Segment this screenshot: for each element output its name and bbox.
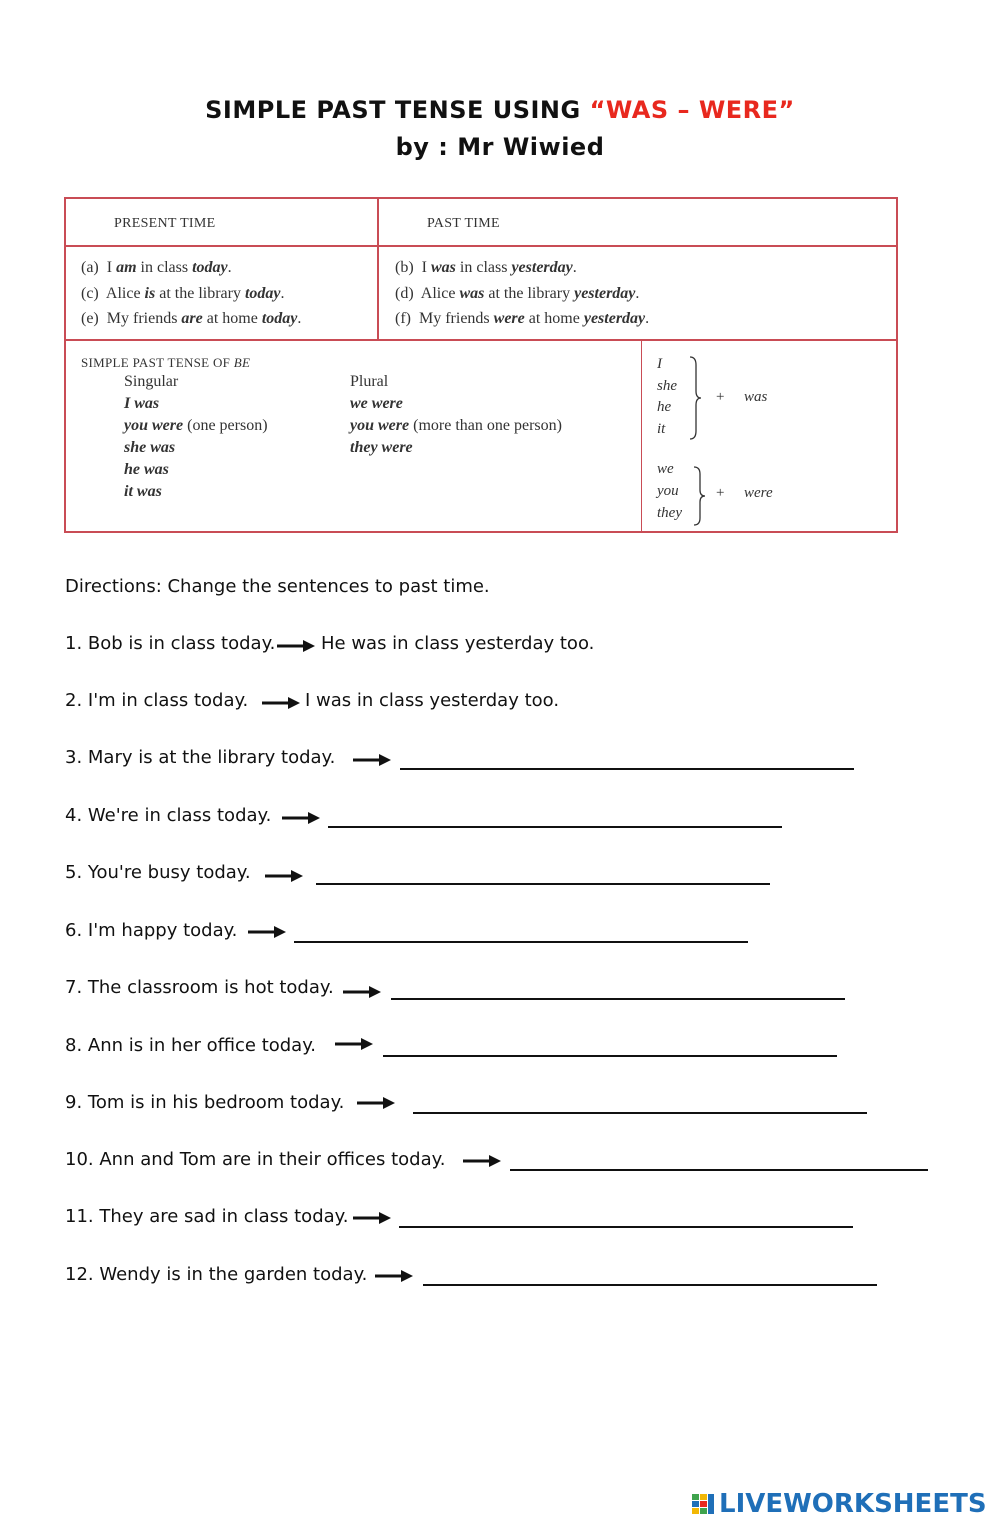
was-pronoun: it [657,421,666,437]
arrow-right-icon [353,752,393,768]
was-pronoun: I [657,356,662,372]
was-pronoun: he [657,399,672,415]
answer-blank[interactable] [399,1226,853,1228]
plural-form: we were [350,395,403,412]
answer-blank[interactable] [316,883,770,885]
answer-blank[interactable] [391,998,845,1000]
author-byline: by : Mr Wiwied [395,133,605,161]
plural-header: Plural [350,373,389,390]
table-header [66,199,896,247]
exercise-prompt: 7. The classroom is hot today. [65,977,334,998]
past-time-header: PAST TIME [427,216,500,231]
plus-sign: + [716,389,725,405]
past-example: (b) I was in class yesterday. [395,259,577,276]
was-label: was [744,389,768,405]
answer-blank[interactable] [328,826,782,828]
exercise-prompt: 6. I'm happy today. [65,920,238,941]
arrow-right-icon [343,984,383,1000]
section-title: SIMPLE PAST TENSE OF BE [81,355,251,370]
present-example: (c) Alice is at the library today. [81,285,285,302]
singular-form: I was [124,395,160,412]
plural-form: they were [350,439,413,456]
answer-blank[interactable] [400,768,854,770]
singular-form: you were (one person) [124,417,268,434]
arrow-right-icon [463,1153,503,1169]
present-example: (e) My friends are at home today. [81,310,302,327]
page-title [0,96,1000,124]
exercise-prompt: 8. Ann is in her office today. [65,1035,317,1056]
were-pronoun: we [657,461,674,477]
exercise-prompt: 2. I'm in class today. [65,690,249,711]
arrow-right-icon [282,810,322,826]
arrow-right-icon [357,1095,397,1111]
exercise-prompt: 5. You're busy today. [65,862,251,883]
was-brace [688,355,702,441]
past-example: (d) Alice was at the library yesterday. [395,285,640,302]
present-example: (a) I am in class today. [81,259,232,276]
answer-blank[interactable] [413,1112,867,1114]
singular-form: he was [124,461,169,478]
exercise-prompt: 10. Ann and Tom are in their offices today. [65,1149,446,1170]
exercise-answer: He was in class yesterday too. [321,633,595,654]
liveworksheets-logo-icon [692,1492,716,1516]
exercise-prompt: 9. Tom is in his bedroom today. [65,1092,345,1113]
arrow-right-icon [248,924,288,940]
singular-form: she was [124,439,176,456]
were-pronoun: they [657,505,682,521]
exercise-prompt: 4. We're in class today. [65,805,272,826]
singular-header: Singular [124,373,179,390]
was-pronoun: she [657,378,677,394]
answer-blank[interactable] [510,1169,928,1171]
present-time-header: PRESENT TIME [114,216,216,231]
exercise-prompt: 11. They are sad in class today. [65,1206,349,1227]
grammar-table [64,197,898,533]
exercise-prompt: 3. Mary is at the library today. [65,747,336,768]
title-highlight: “WAS – WERE” [589,96,795,124]
plus-sign: + [716,485,725,501]
logo-text: LIVEWORKSHEETS [719,1489,987,1519]
plural-form: you were (more than one person) [350,417,562,434]
liveworksheets-logo[interactable] [692,1487,987,1521]
exercise-answer: I was in class yesterday too. [305,690,560,711]
conjugation-divider [641,339,642,533]
were-label: were [744,485,773,501]
examples-row [66,245,896,341]
arrow-right-icon [375,1268,415,1284]
exercise-prompt: 12. Wendy is in the garden today. [65,1264,368,1285]
arrow-right-icon [265,868,305,884]
past-example: (f) My friends were at home yesterday. [395,310,650,327]
answer-blank[interactable] [423,1284,877,1286]
answer-blank[interactable] [383,1055,837,1057]
singular-form: it was [124,483,162,500]
answer-blank[interactable] [294,941,748,943]
were-brace [692,465,706,527]
title-prefix: SIMPLE PAST TENSE USING [205,96,590,124]
exercise-prompt: 1. Bob is in class today. [65,633,276,654]
arrow-right-icon [335,1036,375,1052]
arrow-right-icon [277,638,317,654]
arrow-right-icon [262,695,302,711]
were-pronoun: you [657,483,679,499]
directions-text: Directions: Change the sentences to past time. [65,576,490,597]
arrow-right-icon [353,1210,393,1226]
